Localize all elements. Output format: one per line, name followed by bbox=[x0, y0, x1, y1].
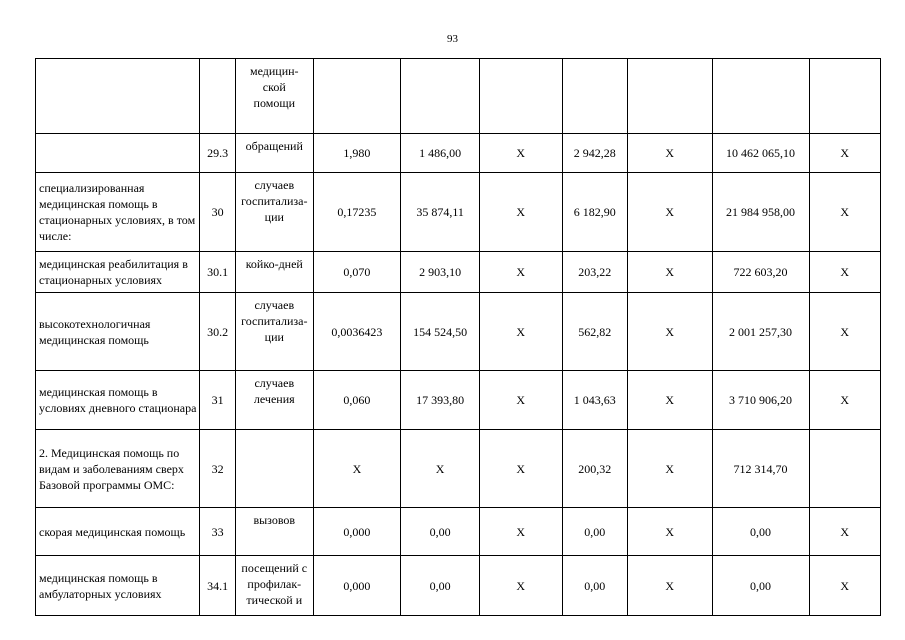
share-cell: X bbox=[809, 371, 881, 430]
cost-per-unit-cell: 35 874,11 bbox=[401, 173, 480, 252]
table-row bbox=[36, 371, 881, 430]
cost-per-capita-budget-cell: X bbox=[479, 293, 562, 371]
row-number-cell: 30.1 bbox=[200, 252, 236, 293]
unit-of-measure-cell: койко-дней bbox=[236, 252, 314, 293]
norm-value-cell: 0,070 bbox=[313, 252, 401, 293]
table-row bbox=[36, 252, 881, 293]
unit-of-measure-cell bbox=[236, 430, 314, 508]
table-row bbox=[36, 430, 881, 508]
table-row bbox=[36, 173, 881, 252]
total-budget-cell: X bbox=[627, 371, 712, 430]
row-name-cell bbox=[36, 134, 200, 173]
unit-of-measure-cell: случаев лечения bbox=[236, 371, 314, 430]
cost-per-unit-cell: 2 903,10 bbox=[401, 252, 480, 293]
norm-value-cell: 1,980 bbox=[313, 134, 401, 173]
cost-per-capita-oms-cell: 562,82 bbox=[562, 293, 627, 371]
unit-of-measure-cell: посещений с профилак-тической и bbox=[236, 556, 314, 616]
total-budget-cell: X bbox=[627, 173, 712, 252]
page-number: 93 bbox=[447, 33, 458, 45]
row-number-cell: 30 bbox=[200, 173, 236, 252]
cost-per-unit-cell: 154 524,50 bbox=[401, 293, 480, 371]
norm-value-cell: 0,0036423 bbox=[313, 293, 401, 371]
share-cell: X bbox=[809, 134, 881, 173]
row-name-cell: медицинская помощь в амбулаторных условиях bbox=[36, 556, 200, 616]
row-name-cell: медицинская помощь в условиях дневного стационара bbox=[36, 371, 200, 430]
row-name-cell: специализированная медицинская помощь в стационарных условиях, в том числе: bbox=[36, 173, 200, 252]
total-oms-cell: 2 001 257,30 bbox=[712, 293, 809, 371]
row-number-cell: 31 bbox=[200, 371, 236, 430]
cost-per-unit-cell: 0,00 bbox=[401, 556, 480, 616]
share-cell: X bbox=[809, 173, 881, 252]
cost-per-capita-oms-cell: 0,00 bbox=[562, 508, 627, 556]
total-budget-cell: X bbox=[627, 134, 712, 173]
total-oms-cell: 21 984 958,00 bbox=[712, 173, 809, 252]
total-budget-cell: X bbox=[627, 556, 712, 616]
cost-per-capita-budget-cell bbox=[479, 59, 562, 134]
total-budget-cell bbox=[627, 59, 712, 134]
cost-per-capita-oms-cell: 203,22 bbox=[562, 252, 627, 293]
cost-per-capita-oms-cell: 2 942,28 bbox=[562, 134, 627, 173]
norm-value-cell: 0,17235 bbox=[313, 173, 401, 252]
norm-value-cell: X bbox=[313, 430, 401, 508]
unit-of-measure-cell: случаев госпитализа-ции bbox=[236, 173, 314, 252]
total-budget-cell: X bbox=[627, 293, 712, 371]
total-oms-cell: 10 462 065,10 bbox=[712, 134, 809, 173]
table-row bbox=[36, 59, 881, 134]
cost-per-capita-oms-cell: 200,32 bbox=[562, 430, 627, 508]
total-oms-cell: 0,00 bbox=[712, 508, 809, 556]
cost-per-unit-cell bbox=[401, 59, 480, 134]
cost-per-capita-budget-cell: X bbox=[479, 508, 562, 556]
total-budget-cell: X bbox=[627, 508, 712, 556]
row-name-cell: скорая медицинская помощь bbox=[36, 508, 200, 556]
share-cell bbox=[809, 430, 881, 508]
row-number-cell: 30.2 bbox=[200, 293, 236, 371]
cost-per-capita-budget-cell: X bbox=[479, 556, 562, 616]
norm-value-cell: 0,000 bbox=[313, 508, 401, 556]
row-number-cell bbox=[200, 59, 236, 134]
unit-of-measure-cell: случаев госпитализа-ции bbox=[236, 293, 314, 371]
row-name-cell: медицинская реабилитация в стационарных условиях bbox=[36, 252, 200, 293]
data-table bbox=[35, 58, 881, 616]
unit-of-measure-cell: обращений bbox=[236, 134, 314, 173]
table-row bbox=[36, 293, 881, 371]
table-row bbox=[36, 508, 881, 556]
row-number-cell: 34.1 bbox=[200, 556, 236, 616]
share-cell: X bbox=[809, 556, 881, 616]
share-cell: X bbox=[809, 252, 881, 293]
row-name-cell: 2. Медицинская помощь по видам и заболеваниям сверх Базовой программы ОМС: bbox=[36, 430, 200, 508]
row-number-cell: 29.3 bbox=[200, 134, 236, 173]
row-name-cell bbox=[36, 59, 200, 134]
cost-per-unit-cell: 17 393,80 bbox=[401, 371, 480, 430]
cost-per-capita-budget-cell: X bbox=[479, 134, 562, 173]
cost-per-capita-budget-cell: X bbox=[479, 430, 562, 508]
cost-per-capita-oms-cell: 1 043,63 bbox=[562, 371, 627, 430]
cost-per-capita-budget-cell: X bbox=[479, 371, 562, 430]
cost-per-unit-cell: X bbox=[401, 430, 480, 508]
total-oms-cell: 3 710 906,20 bbox=[712, 371, 809, 430]
row-name-cell: высокотехнологичная медицинская помощь bbox=[36, 293, 200, 371]
total-budget-cell: X bbox=[627, 252, 712, 293]
unit-of-measure-cell: вызовов bbox=[236, 508, 314, 556]
total-oms-cell: 712 314,70 bbox=[712, 430, 809, 508]
row-number-cell: 32 bbox=[200, 430, 236, 508]
norm-value-cell bbox=[313, 59, 401, 134]
total-budget-cell: X bbox=[627, 430, 712, 508]
norm-value-cell: 0,000 bbox=[313, 556, 401, 616]
norm-value-cell: 0,060 bbox=[313, 371, 401, 430]
total-oms-cell bbox=[712, 59, 809, 134]
table-row bbox=[36, 134, 881, 173]
share-cell: X bbox=[809, 508, 881, 556]
cost-per-unit-cell: 1 486,00 bbox=[401, 134, 480, 173]
share-cell bbox=[809, 59, 881, 134]
cost-per-unit-cell: 0,00 bbox=[401, 508, 480, 556]
total-oms-cell: 0,00 bbox=[712, 556, 809, 616]
cost-per-capita-budget-cell: X bbox=[479, 173, 562, 252]
cost-per-capita-oms-cell: 6 182,90 bbox=[562, 173, 627, 252]
cost-per-capita-budget-cell: X bbox=[479, 252, 562, 293]
unit-of-measure-cell: медицин- ской помощи bbox=[236, 59, 314, 134]
table-row bbox=[36, 556, 881, 616]
row-number-cell: 33 bbox=[200, 508, 236, 556]
share-cell: X bbox=[809, 293, 881, 371]
cost-per-capita-oms-cell: 0,00 bbox=[562, 556, 627, 616]
total-oms-cell: 722 603,20 bbox=[712, 252, 809, 293]
cost-per-capita-oms-cell bbox=[562, 59, 627, 134]
